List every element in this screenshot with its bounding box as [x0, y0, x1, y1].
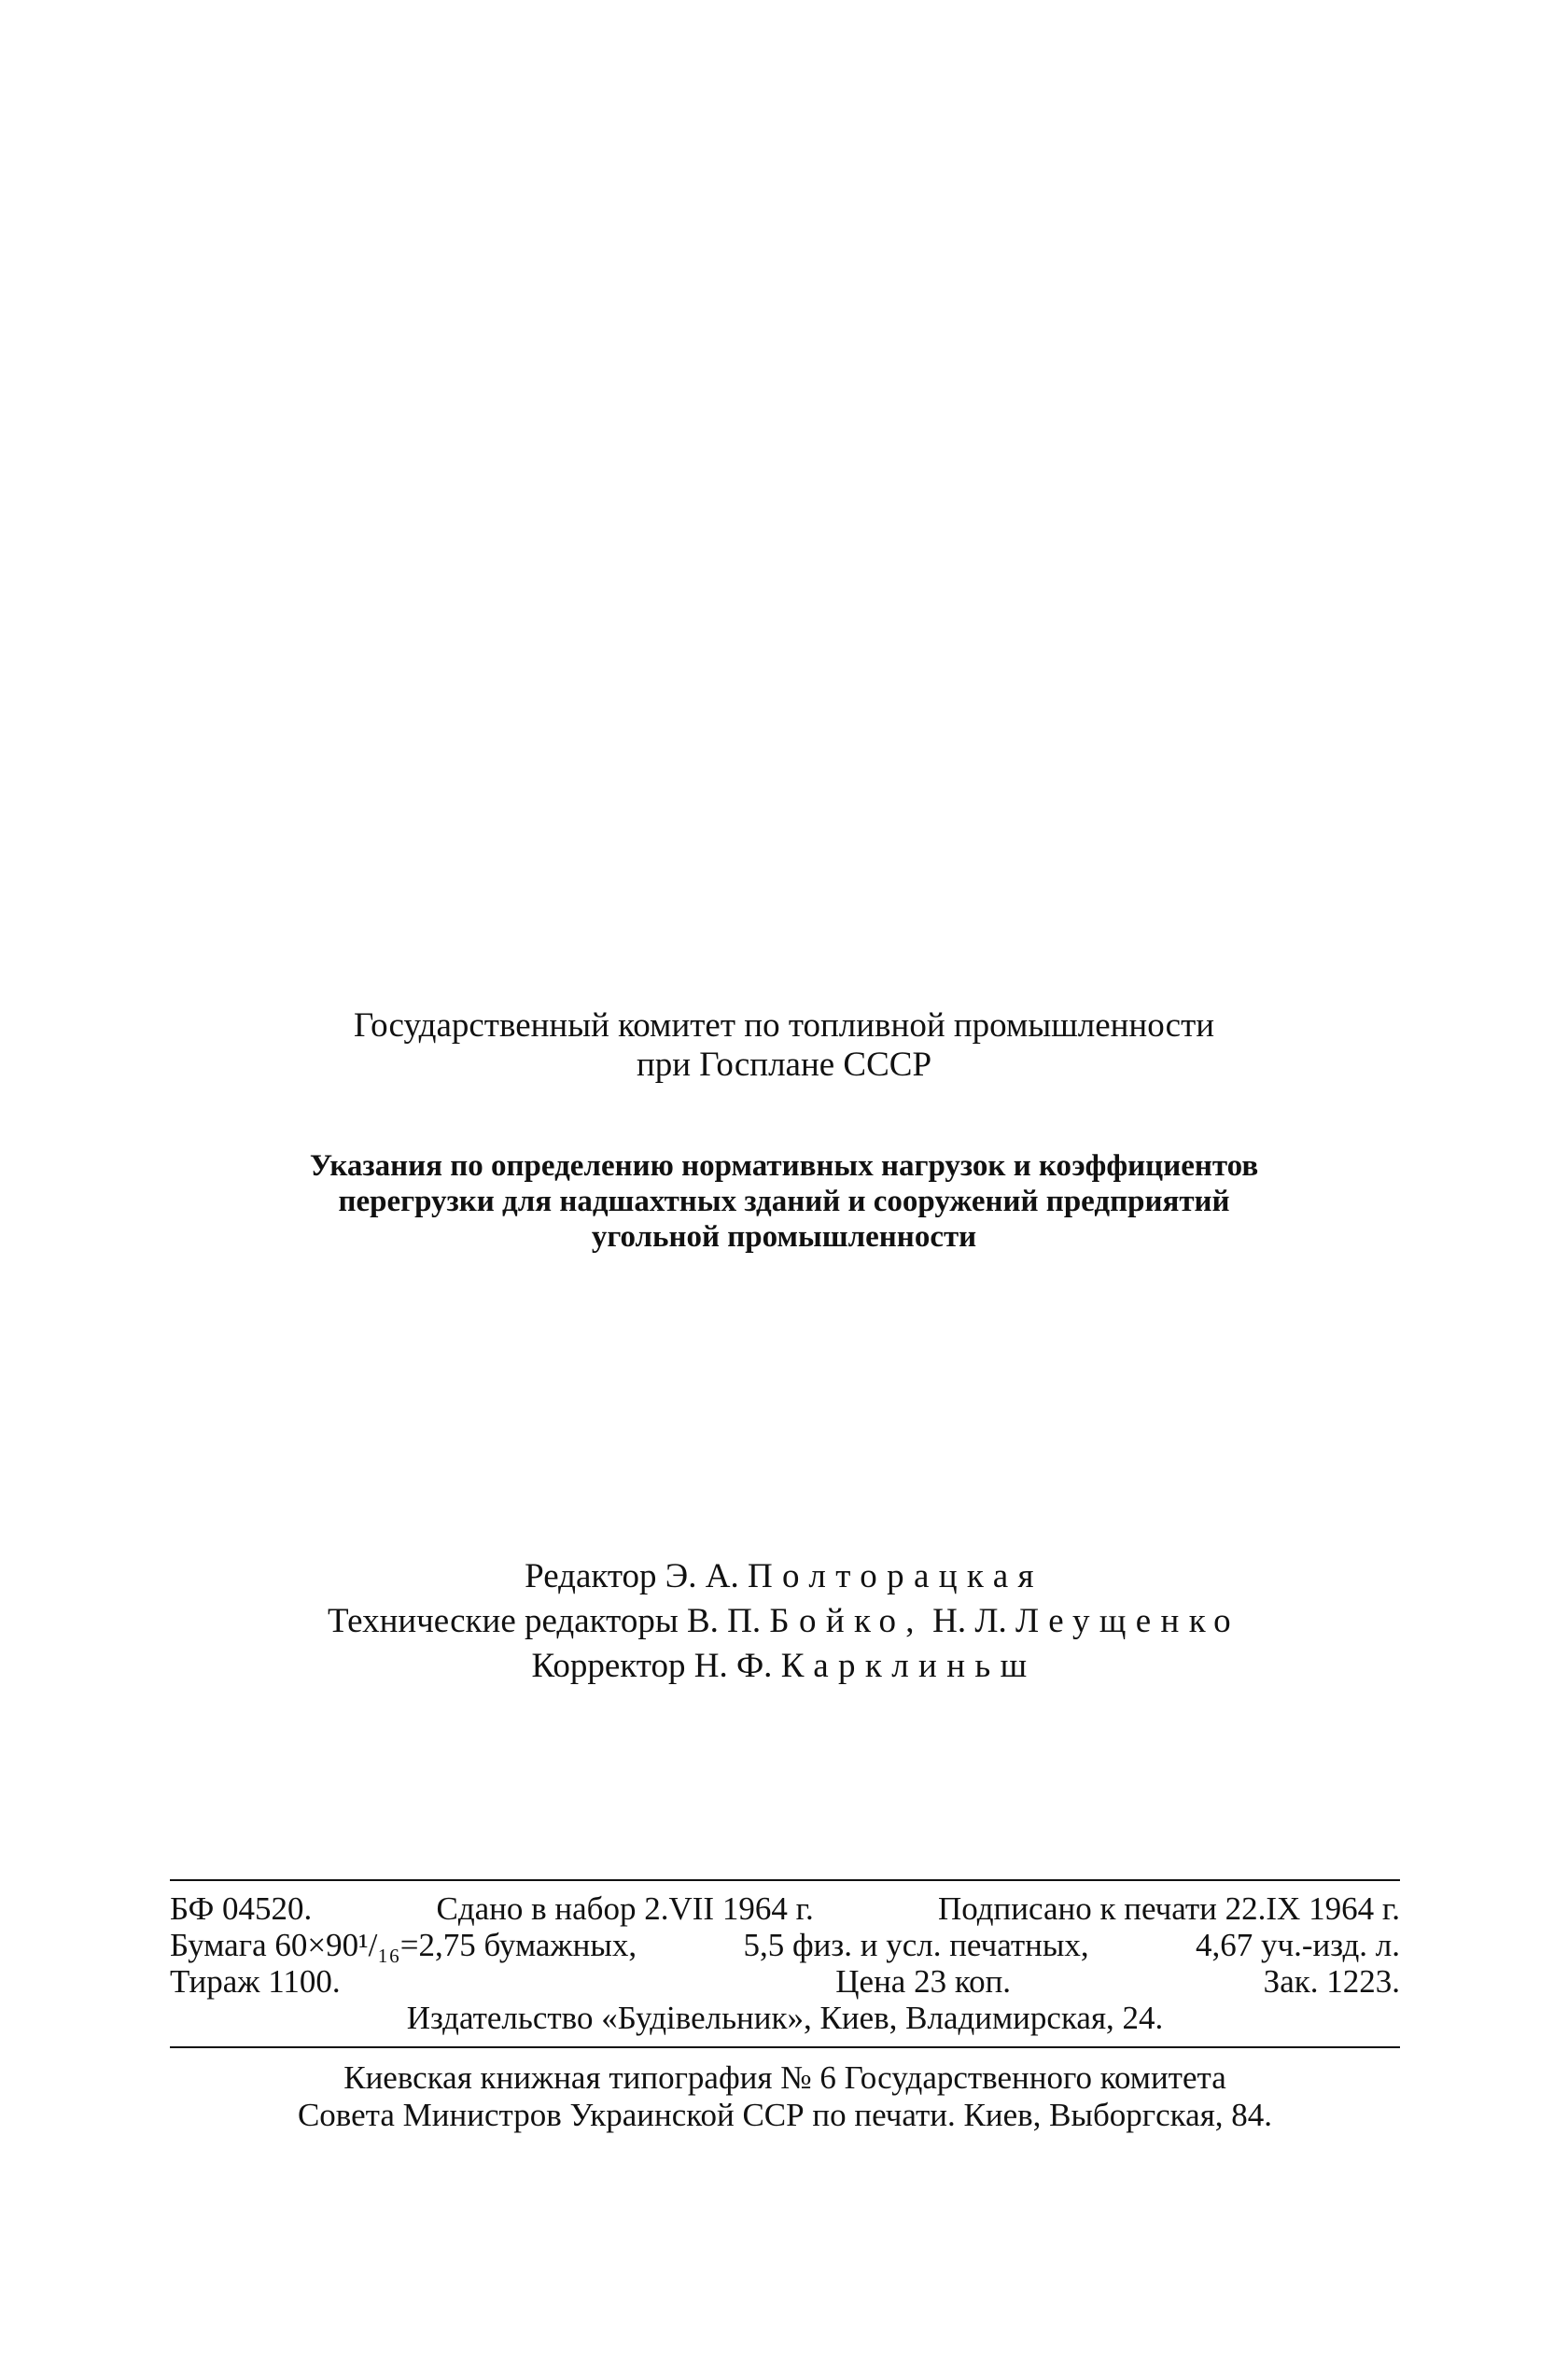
- imprint-bottom-rule: [170, 2046, 1400, 2048]
- editor-line: [280, 1554, 1288, 1599]
- corrector-name: Карклиньш: [780, 1647, 1037, 1685]
- credits-block: [280, 1554, 1288, 1689]
- printer-line-2: Совета Министров Украинской ССР по печати. Киев, Выборгская, 84.: [297, 2097, 1273, 2133]
- printed-sheets: 5,5 физ. и усл. печатных,: [743, 1927, 1089, 1963]
- publisher-sheets: 4,67 уч.-изд. л.: [1196, 1927, 1400, 1963]
- technical-editors-label: Технические редакторы В. П.: [327, 1602, 762, 1640]
- committee-line-1: Государственный комитет по топливной промышленности: [353, 1006, 1215, 1045]
- title-block: [280, 1006, 1288, 1255]
- corrector-line: [280, 1644, 1288, 1689]
- committee-line-2: при Госплане СССР: [636, 1046, 932, 1084]
- document-title: [280, 1148, 1288, 1255]
- imprint-line-3: [170, 1963, 1400, 2000]
- imprint-top-rule: [170, 1879, 1400, 1881]
- price: Цена 23 коп.: [835, 1963, 1012, 2000]
- technical-editors-line: [280, 1599, 1288, 1644]
- imprint-line-1: [170, 1890, 1400, 1927]
- technical-editor-initials-2: Н. Л.: [932, 1602, 1007, 1640]
- document-title-line-2: перегрузки для надшахтных зданий и сооружений предприятий: [338, 1185, 1230, 1218]
- signed-to-print-date: Подписано к печати 22.IX 1964 г.: [937, 1890, 1400, 1927]
- imprint-line-2: [170, 1927, 1400, 1963]
- printer-line-1: Киевская книжная типография № 6 Государственного комитета: [343, 2059, 1226, 2096]
- technical-editor-name-2: Леущенко: [1015, 1602, 1241, 1640]
- order-code: БФ 04520.: [170, 1890, 313, 1927]
- document-title-line-1: Указания по определению нормативных нагрузок и коэффициентов: [309, 1149, 1259, 1183]
- paper-format: Бумага 60×90¹/₁₆=2,75 бумажных,: [170, 1927, 637, 1963]
- technical-editor-name-1: Бойко,: [769, 1602, 924, 1640]
- typeset-date: Сдано в набор 2.VII 1964 г.: [436, 1890, 814, 1927]
- corrector-label: Корректор Н. Ф.: [531, 1647, 773, 1685]
- imprint-block: [170, 1879, 1400, 2134]
- print-run: Тираж 1100.: [170, 1963, 341, 2000]
- editor-label: Редактор Э. А.: [525, 1557, 739, 1595]
- editor-name: Полторацкая: [747, 1557, 1043, 1595]
- order-number: Зак. 1223.: [1263, 1963, 1400, 2000]
- document-title-line-3: угольной промышленности: [591, 1220, 977, 1254]
- publisher-line: Издательство «Будівельник», Киев, Владимирская, 24.: [406, 2000, 1164, 2036]
